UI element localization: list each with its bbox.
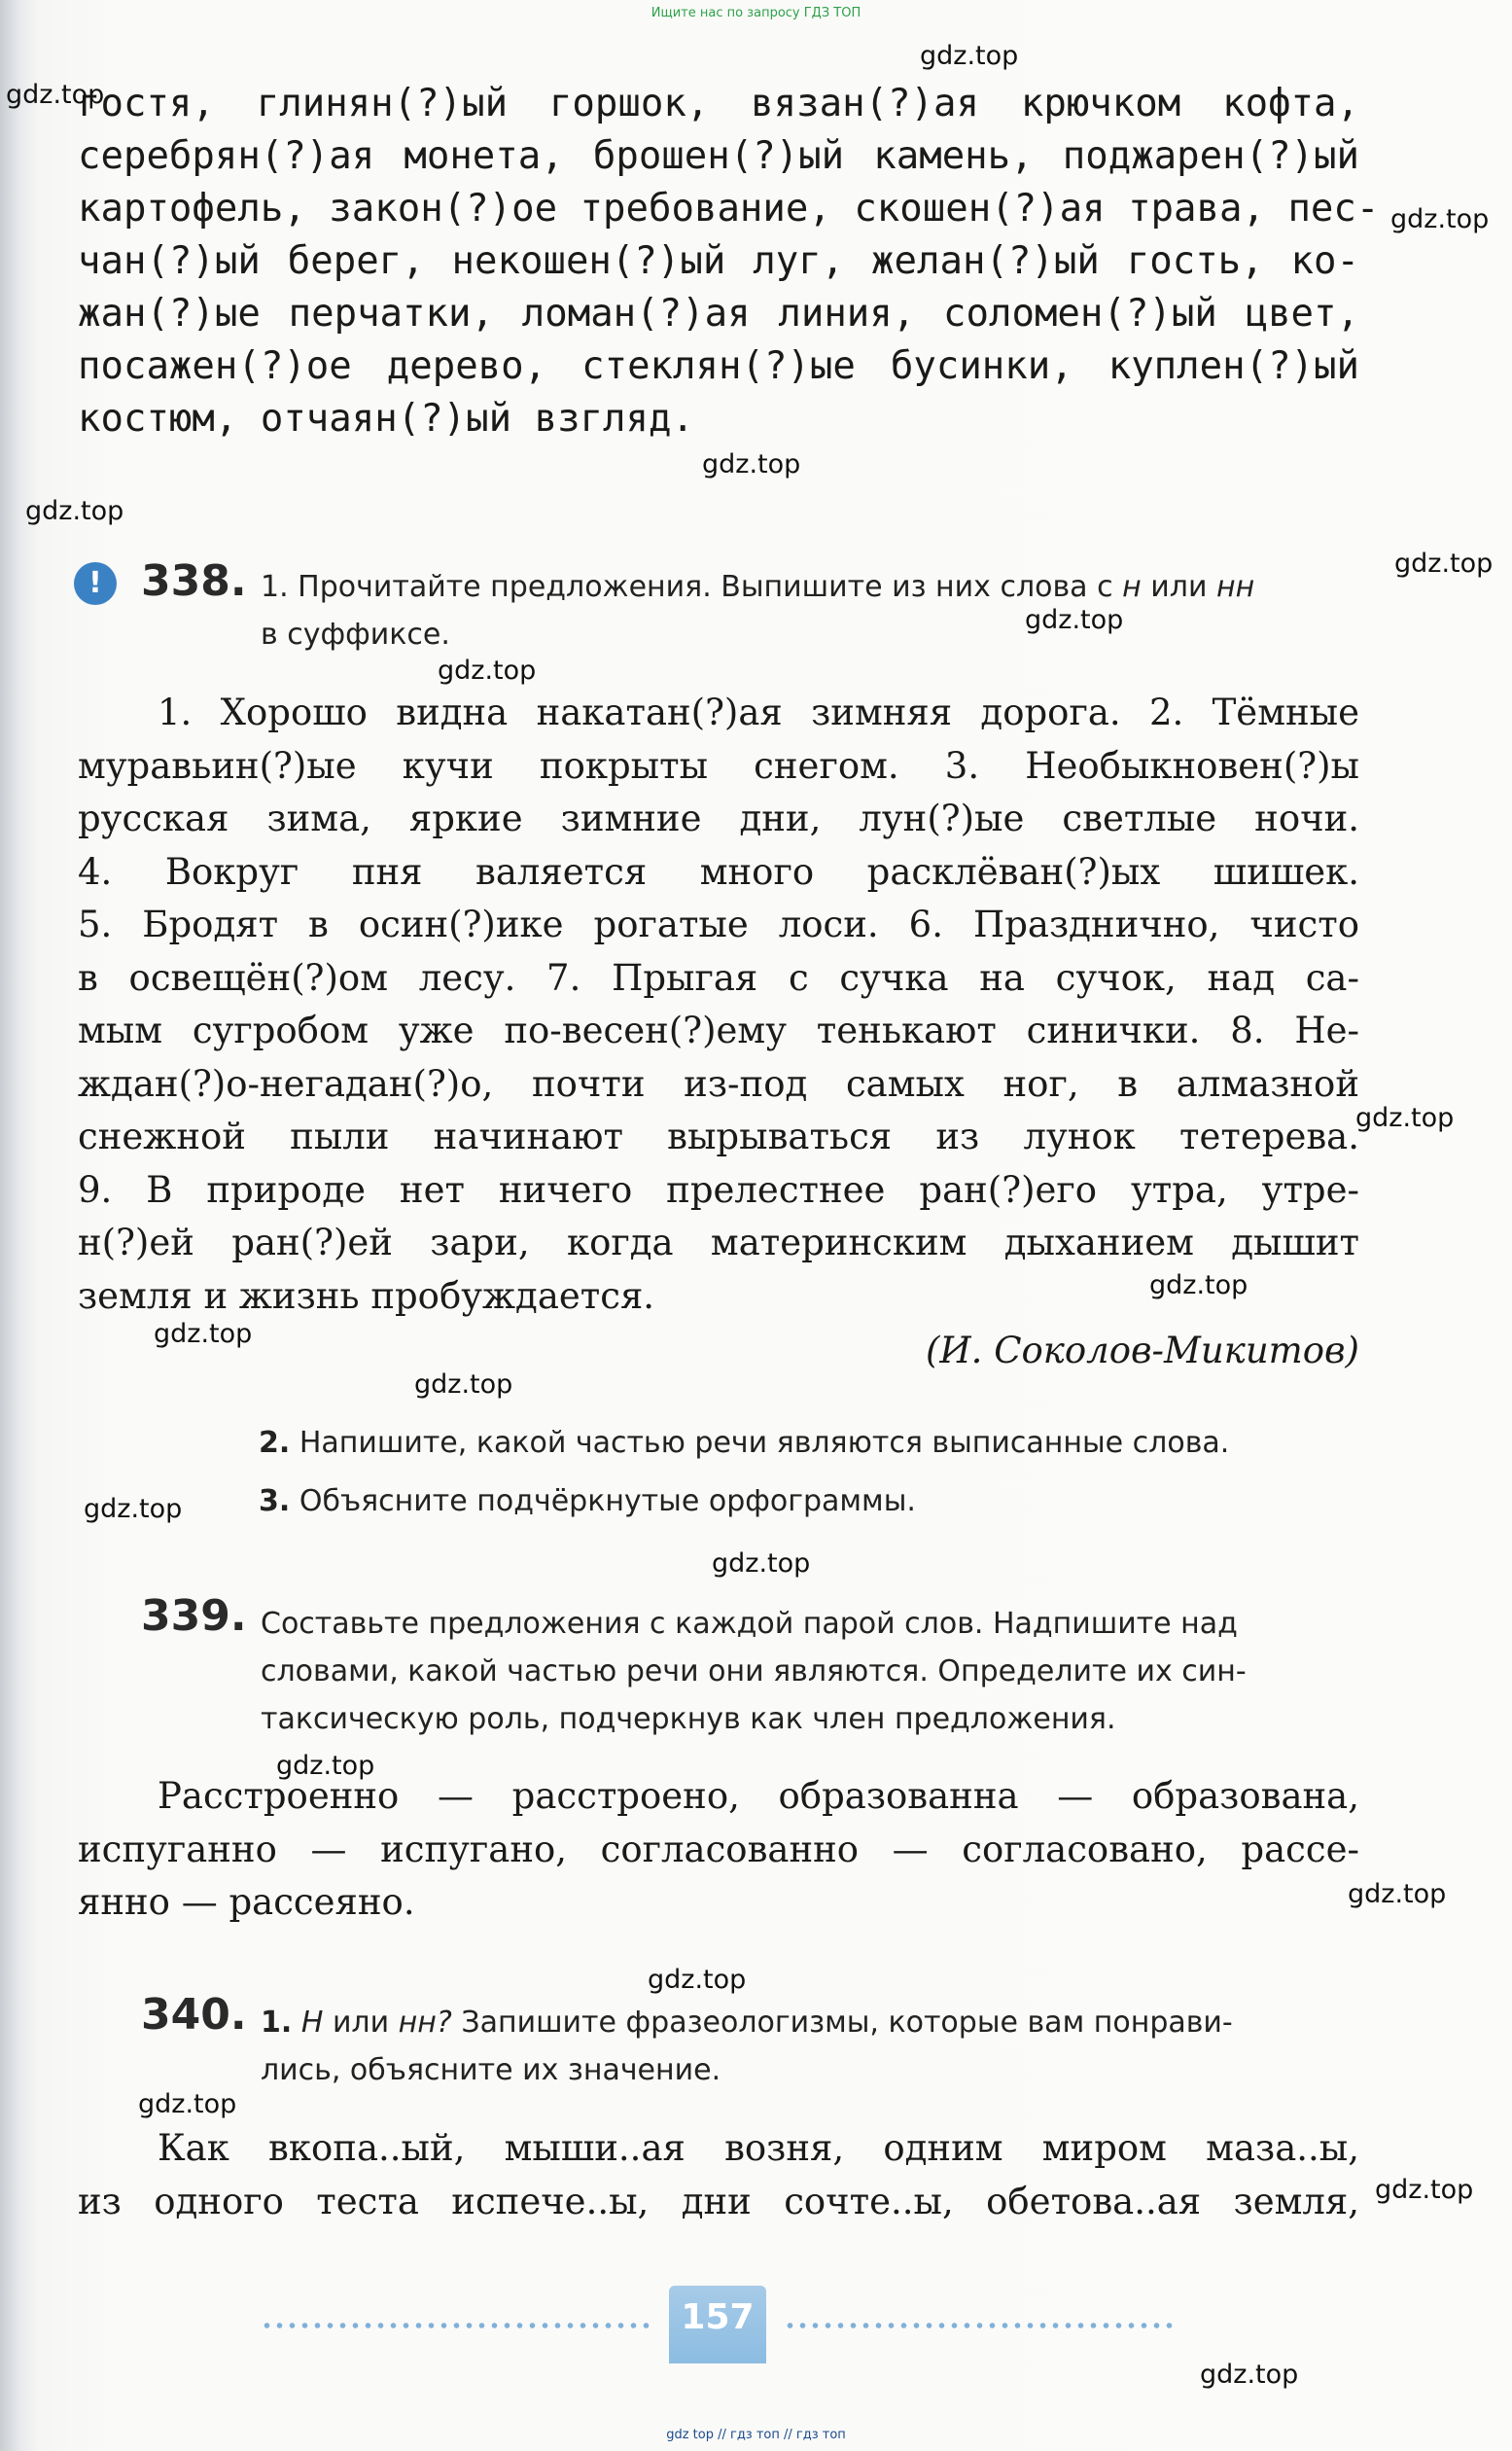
exercise-339-task: словами, какой частью речи они являются. Определите их син- [261, 1654, 1247, 1688]
page-dots-left [261, 2323, 651, 2328]
text-line: 9. В природе нет ничего прелестнее ран(?)его утра, утре- [78, 1169, 1359, 1211]
header-note: Ищите нас по запросу ГДЗ ТОП [651, 6, 861, 20]
watermark: gdz.top [438, 656, 537, 686]
watermark: gdz.top [1390, 204, 1490, 234]
text-line: 5. Бродят в осин(?)ике рогатые лоси. 6. Празднично, чисто [78, 904, 1359, 945]
watermark: gdz.top [1025, 605, 1124, 635]
exercise-number-338: 338. [141, 556, 247, 606]
watermark: gdz.top [648, 1965, 747, 1995]
text-line: 1. Хорошо видна накатан(?)ая зимняя дорога. 2. Тёмные [158, 692, 1359, 733]
text-line: испуганно — испугано, согласованно — согласовано, рассе- [78, 1829, 1359, 1870]
text-line: 4. Вокруг пня валяется много расклёван(?)ых шишек. [78, 851, 1359, 893]
intro-line: картофель, закон(?)ое требование, скошен(?)ая трава, пес- [78, 187, 1380, 231]
text-line: русская зима, яркие зимние дни, лун(?)ые светлые ночи. [78, 798, 1359, 839]
intro-line: костюм, отчаян(?)ый взгляд. [78, 397, 694, 441]
text-line: янно — рассеяно. [78, 1881, 415, 1923]
exercise-number-339: 339. [141, 1591, 247, 1641]
text-line: в освещён(?)ом лесу. 7. Прыгая с сучка на сучок, над са- [78, 957, 1359, 999]
watermark: gdz.top [1149, 1270, 1248, 1300]
intro-line: жан(?)ые перчатки, ломан(?)ая линия, соломен(?)ый цвет, [78, 292, 1359, 336]
text-line: Как вкопа..ый, мыши..ая возня, одним миром маза..ы, [158, 2127, 1359, 2169]
exercise-338-task-1-cont: в суффиксе. [261, 618, 450, 652]
watermark: gdz.top [25, 496, 124, 526]
watermark: gdz.top [138, 2089, 237, 2119]
watermark: gdz.top [1394, 549, 1494, 579]
watermark: gdz.top [84, 1494, 183, 1524]
intro-line: гостя, глинян(?)ый горшок, вязан(?)ая крючком кофта, [78, 82, 1359, 125]
exercise-340-task: 1. Н или нн? Запишите фразеологизмы, которые вам понрави- [261, 2006, 1233, 2040]
text-line: н(?)ей ран(?)ей зари, когда материнским дыханием дышит [78, 1222, 1359, 1263]
exercise-339-task: Составьте предложения с каждой парой слов. Надпишите над [261, 1607, 1238, 1641]
page-dots-right [784, 2323, 1175, 2328]
exercise-338-task-1: 1. Прочитайте предложения. Выпишите из них слова с н или нн [261, 570, 1255, 604]
exercise-number-340: 340. [141, 1990, 247, 2040]
watermark: gdz.top [920, 41, 1019, 71]
watermark: gdz.top [6, 80, 105, 110]
exercise-340-task-cont: лись, объясните их значение. [261, 2053, 721, 2087]
watermark: gdz.top [276, 1751, 375, 1781]
watermark: gdz.top [154, 1319, 253, 1349]
text-line: из одного теста испече..ы, дни сочте..ы, обетова..ая земля, [78, 2181, 1359, 2222]
exercise-338-task-2: 2. Напишите, какой частью речи являются выписанные слова. [259, 1426, 1230, 1460]
watermark: gdz.top [1375, 2175, 1474, 2205]
text-line: муравьин(?)ые кучи покрыты снегом. 3. Необыкновен(?)ы [78, 745, 1359, 787]
text-line: Расстроенно — расстроено, образованна — образована, [158, 1775, 1359, 1817]
important-badge-icon: ! [74, 562, 117, 605]
text-line: земля и жизнь пробуждается. [78, 1275, 655, 1317]
watermark: gdz.top [1200, 2360, 1299, 2390]
watermark: gdz.top [702, 449, 801, 480]
text-line: ждан(?)о-негадан(?)о, почти из-под самых ног, в алмазной [78, 1063, 1359, 1105]
exercise-338-task-3: 3. Объясните подчёркнутые орфограммы. [259, 1484, 916, 1518]
footer-note: gdz top // гдз топ // гдз топ [666, 2428, 846, 2442]
text-line: мым сугробом уже по-весен(?)ему тенькают синички. 8. Не- [78, 1010, 1359, 1051]
page-number: 157 [681, 2297, 755, 2337]
exercise-339-task: таксическую роль, подчеркнув как член предложения. [261, 1702, 1116, 1736]
watermark: gdz.top [712, 1548, 811, 1579]
intro-line: посажен(?)ое дерево, стеклян(?)ые бусинки, куплен(?)ый [78, 344, 1359, 388]
watermark: gdz.top [414, 1369, 513, 1400]
intro-line: серебрян(?)ая монета, брошен(?)ый камень, поджарен(?)ый [78, 134, 1359, 178]
watermark: gdz.top [1355, 1103, 1455, 1133]
intro-line: чан(?)ый берег, некошен(?)ый луг, желан(?)ый гость, ко- [78, 239, 1359, 283]
text-line: снежной пыли начинают вырываться из лунок тетерева. [78, 1116, 1359, 1157]
watermark: gdz.top [1348, 1879, 1447, 1909]
author-attribution: (И. Соколов-Микитов) [925, 1330, 1359, 1371]
